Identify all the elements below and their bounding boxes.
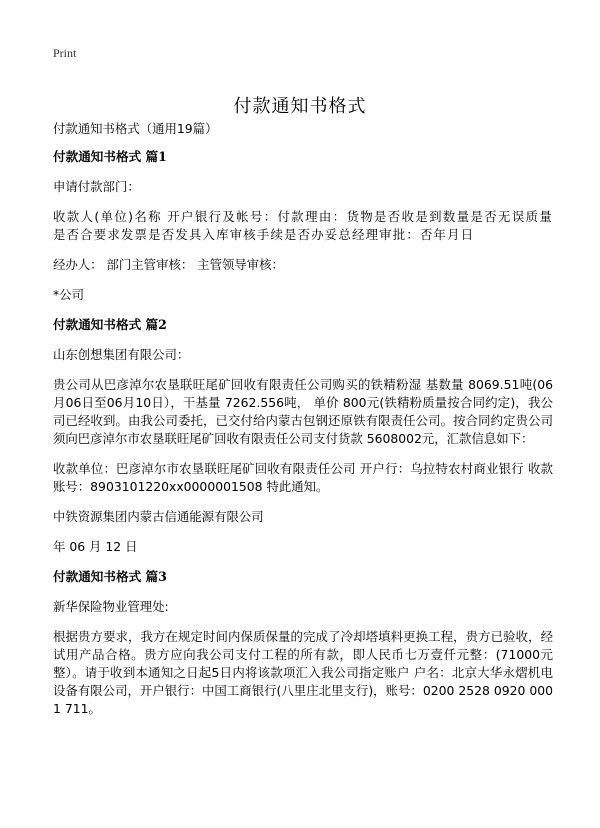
section-heading-1: 付款通知书格式 篇1 (53, 149, 167, 164)
paragraph: 收款人(单位)名称 开户银行及帐号：付款理由：货物是否收是到数量是否无误质量是否合要求发票是否发具入库审核手续是否办妥总经理审批：否年月日 (53, 209, 553, 242)
section-heading-3: 付款通知书格式 篇3 (53, 569, 167, 584)
paragraph: 山东创想集团有限公司： (53, 347, 190, 362)
paragraph: 新华保险物业管理处: (53, 599, 169, 614)
paragraph: 经办人： 部门主管审核： 主管领导审核： (53, 257, 284, 272)
document-subtitle: 付款通知书格式（通用19篇） (53, 121, 218, 136)
paragraph: 中铁资源集团内蒙古信通能源有限公司 (53, 509, 264, 524)
page-title: 付款通知书格式 (233, 96, 367, 118)
paragraph: 申请付款部门： (53, 179, 140, 194)
paragraph: 年 06 月 12 日 (53, 539, 138, 554)
paragraph: 贵公司从巴彦淖尔农垦联旺尾矿回收有限责任公司购买的铁精粉湿 基数量 8069.51吨(06月06日至06月10日），干基量 7262.556吨， 单价 800元(铁精粉质量按合同约定)，我公司已经收到。由我公司委托，已交付给内蒙古包钢还原铁有限责任公司。按合同约定贵公司 须向巴彦淖尔市农垦联旺尾矿回收有限责任公司支付货款 5608002元，汇款信息如下： (53, 377, 553, 446)
document-body (53, 120, 553, 730)
paragraph: 根据贵方要求，我方在规定时间内保质保量的完成了冷却塔填料更换工程，贵方已验收，经试用产品合格。贵方应向我公司支付工程的所有款，即人民币七万壹仟元整：(71000元整）。请于收到本通知之日起5日内将该款项汇入我公司指定账户 户名：北京大华永熠机电设备有限公司，开户银行：中国工商银行(八里庄北里支行)，账号：0200 2528 0920 0001 711。 (53, 629, 553, 716)
print-label: Print (53, 46, 77, 60)
paragraph: *公司 (53, 287, 84, 302)
paragraph: 收款单位：巴彦淖尔市农垦联旺尾矿回收有限责任公司 开户行：乌拉特农村商业银行 收款账号：8903101220xx0000001508 特此通知。 (53, 461, 553, 494)
section-heading-2: 付款通知书格式 篇2 (53, 317, 167, 332)
